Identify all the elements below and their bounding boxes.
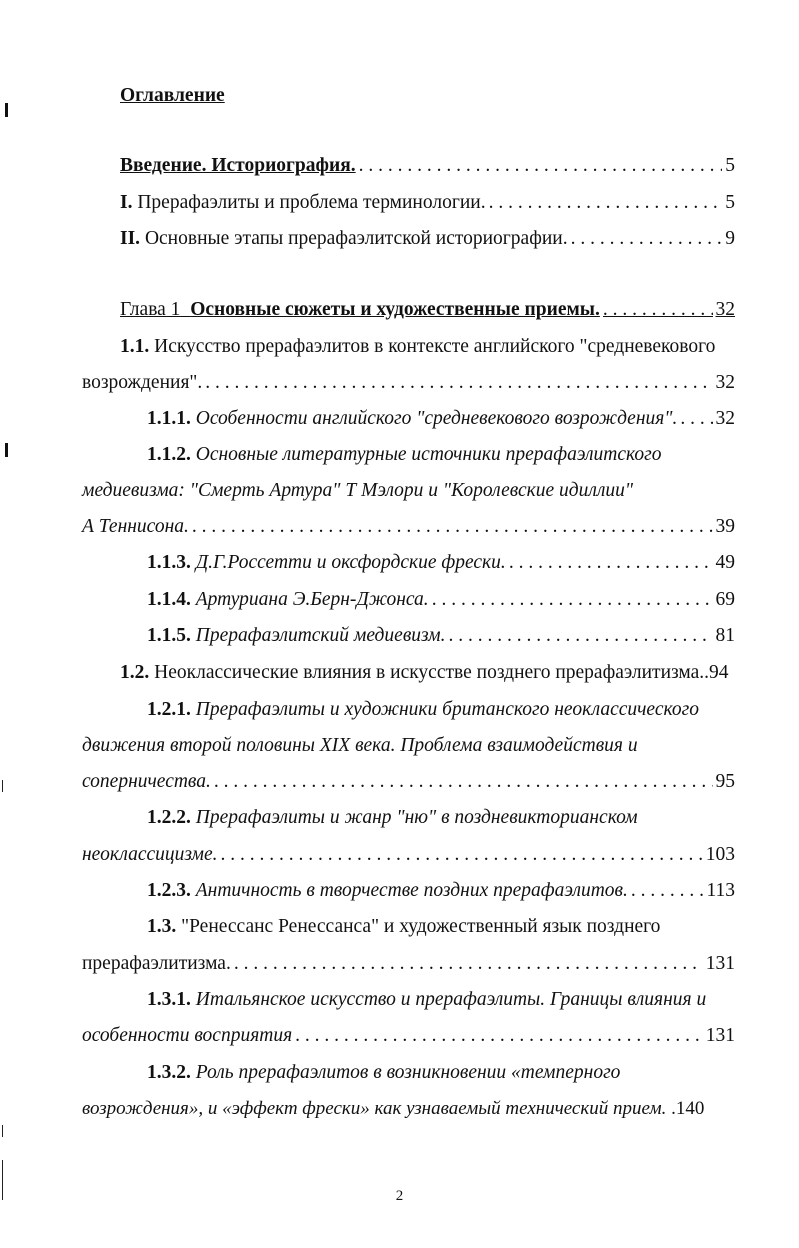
toc-entry-1-2 [120, 661, 729, 685]
entry-num: 1.1.2. [147, 444, 191, 465]
toc-entry-intro [120, 154, 735, 178]
entry-title: Прерафаэлиты и жанр "ню" в поздневикторианском [195, 807, 638, 828]
entry-num: 1.2.1. [147, 699, 191, 720]
entry-page: 5 [725, 155, 735, 176]
entry-num: 1.1.4. [147, 589, 191, 610]
entry-num: 1.1. [120, 336, 150, 357]
entry-page: 103 [705, 844, 735, 865]
dot-leader [571, 227, 723, 251]
toc-entry-1-3-1 [147, 988, 706, 1012]
entry-title: Прерафаэлитский медиевизм. [195, 625, 446, 646]
toc-entry-1-3-2 [147, 1061, 620, 1085]
entry-title: Роль прерафаэлитов в возникновении «темперного [195, 1062, 621, 1083]
entry-title: соперничества. [82, 771, 211, 792]
toc-entry-1-1-5 [147, 624, 735, 648]
dot-leader [448, 624, 712, 648]
entry-page: 113 [706, 880, 735, 901]
toc-entry-1-1-cont [82, 371, 735, 395]
entry-title: Искусство прерафаэлитов в контексте английского "средневекового [154, 336, 716, 357]
entry-page: 95 [715, 771, 735, 792]
entry-page: 140 [675, 1098, 705, 1119]
entry-title: Особенности английского "средневекового возрождения". [195, 408, 678, 429]
toc-entry-1-2-1 [147, 698, 699, 722]
entry-title: Прерафаэлиты и проблема терминологии. [137, 192, 486, 213]
dot-leader [192, 515, 713, 539]
toc-entry-1-1-2 [147, 443, 661, 467]
entry-num: 1.3.2. [147, 1062, 191, 1083]
toc-entry-1-3-2-cont: возрождения», и «эффект фрески» как узнаваемый технический прием. .140 [82, 1098, 705, 1119]
entry-page: 32 [715, 408, 735, 429]
entry-title: Основные этапы прерафаэлитской историографии. [144, 228, 568, 249]
dot-leader [489, 191, 723, 215]
entry-title: возрождения". [82, 372, 203, 393]
entry-num: Глава 1 [120, 299, 181, 320]
entry-title: Итальянское искусство и прерафаэлиты. Границы влияния и [195, 989, 707, 1010]
toc-entry-1-1-3 [147, 551, 735, 575]
entry-page: 69 [715, 589, 735, 610]
entry-num: 1.2.2. [147, 807, 191, 828]
entry-page: 9 [725, 228, 735, 249]
toc-entry-1-3 [147, 915, 660, 939]
entry-title: возрождения», и «эффект фрески» как узнаваемый технический прием. [82, 1098, 667, 1119]
dot-leader [603, 298, 713, 322]
entry-title: Основные литературные источники прерафаэлитского [195, 444, 662, 465]
entry-num: 1.3.1. [147, 989, 191, 1010]
toc-entry-1-1 [120, 335, 715, 359]
entry-page: 94 [709, 662, 729, 683]
entry-page: 81 [715, 625, 735, 646]
entry-page: 5 [725, 192, 735, 213]
toc-entry-1-2-2 [147, 806, 638, 830]
entry-title: особенности восприятия [82, 1025, 293, 1046]
scan-edge-mark [2, 1125, 3, 1137]
entry-page: 32 [715, 299, 735, 320]
dot-leader [205, 371, 712, 395]
toc-entry-2 [120, 227, 735, 251]
entry-page: 49 [715, 552, 735, 573]
toc-entry-1-2-1-cont: движения второй половины XIX века. Проблема взаимодействия и [82, 735, 638, 756]
toc-entry-1-1-4 [147, 588, 735, 612]
toc-entry-1-3-cont [82, 952, 735, 976]
entry-title: А Теннисона. [82, 516, 189, 537]
entry-page: 131 [705, 1025, 735, 1046]
dot-leader [432, 588, 713, 612]
scan-edge-mark [5, 443, 8, 457]
toc-entry-1-2-3 [147, 879, 735, 903]
entry-title: "Ренессанс Ренессанса" и художественный язык позднего [181, 916, 661, 937]
scan-edge-mark [2, 780, 3, 792]
toc-entry-1-1-2-cont2 [82, 515, 735, 539]
entry-page: 32 [715, 372, 735, 393]
entry-title: Основные сюжеты и художественные приемы. [190, 299, 600, 320]
entry-title: Артуриана Э.Берн-Джонса. [195, 589, 429, 610]
entry-title: Введение. Историография. [120, 155, 356, 176]
entry-title: Д.Г.Россетти и оксфордские фрески. [195, 552, 506, 573]
entry-title: Античность в творчестве поздних прерафаэлитов. [195, 880, 628, 901]
entry-num: 1.1.3. [147, 552, 191, 573]
entry-num: II. [120, 228, 141, 249]
entry-page: 131 [705, 953, 735, 974]
toc-entry-1 [120, 191, 735, 215]
scan-edge-mark [5, 103, 8, 117]
toc-entry-1-2-1-cont2 [82, 770, 735, 794]
entry-title: прерафаэлитизма. [82, 953, 231, 974]
dot-leader [295, 1024, 703, 1048]
dot-leader [234, 952, 703, 976]
dot-leader [509, 551, 713, 575]
entry-num: 1.2. [120, 662, 150, 683]
dot-leader [214, 770, 713, 794]
entry-num: 1.3. [147, 916, 177, 937]
entry-title: Прерафаэлиты и художники британского неоклассического [195, 699, 699, 720]
entry-num: I. [120, 192, 133, 213]
entry-num: 1.2.3. [147, 880, 191, 901]
entry-page: 39 [715, 516, 735, 537]
toc-entry-1-3-1-cont [82, 1024, 735, 1048]
entry-num: 1.1.5. [147, 625, 191, 646]
toc-entry-chapter-1 [120, 298, 735, 322]
toc-entry-1-1-2-cont: медиевизма: "Смерть Артура" Т Мэлори и "Королевские идиллии" [82, 480, 634, 501]
entry-num: 1.1.1. [147, 408, 191, 429]
dot-leader [359, 154, 723, 178]
entry-title: неоклассицизме. [82, 844, 218, 865]
dot-leader [680, 407, 712, 431]
toc-heading: Оглавление [120, 85, 225, 106]
entry-title: Неоклассические влияния в искусстве позднего прерафаэлитизма.. [154, 662, 710, 683]
toc-entry-1-1-1 [147, 407, 735, 431]
toc-entry-1-2-2-cont [82, 843, 735, 867]
page-number: 2 [395, 1188, 404, 1204]
dot-leader [631, 879, 704, 903]
dot-leader [220, 843, 702, 867]
